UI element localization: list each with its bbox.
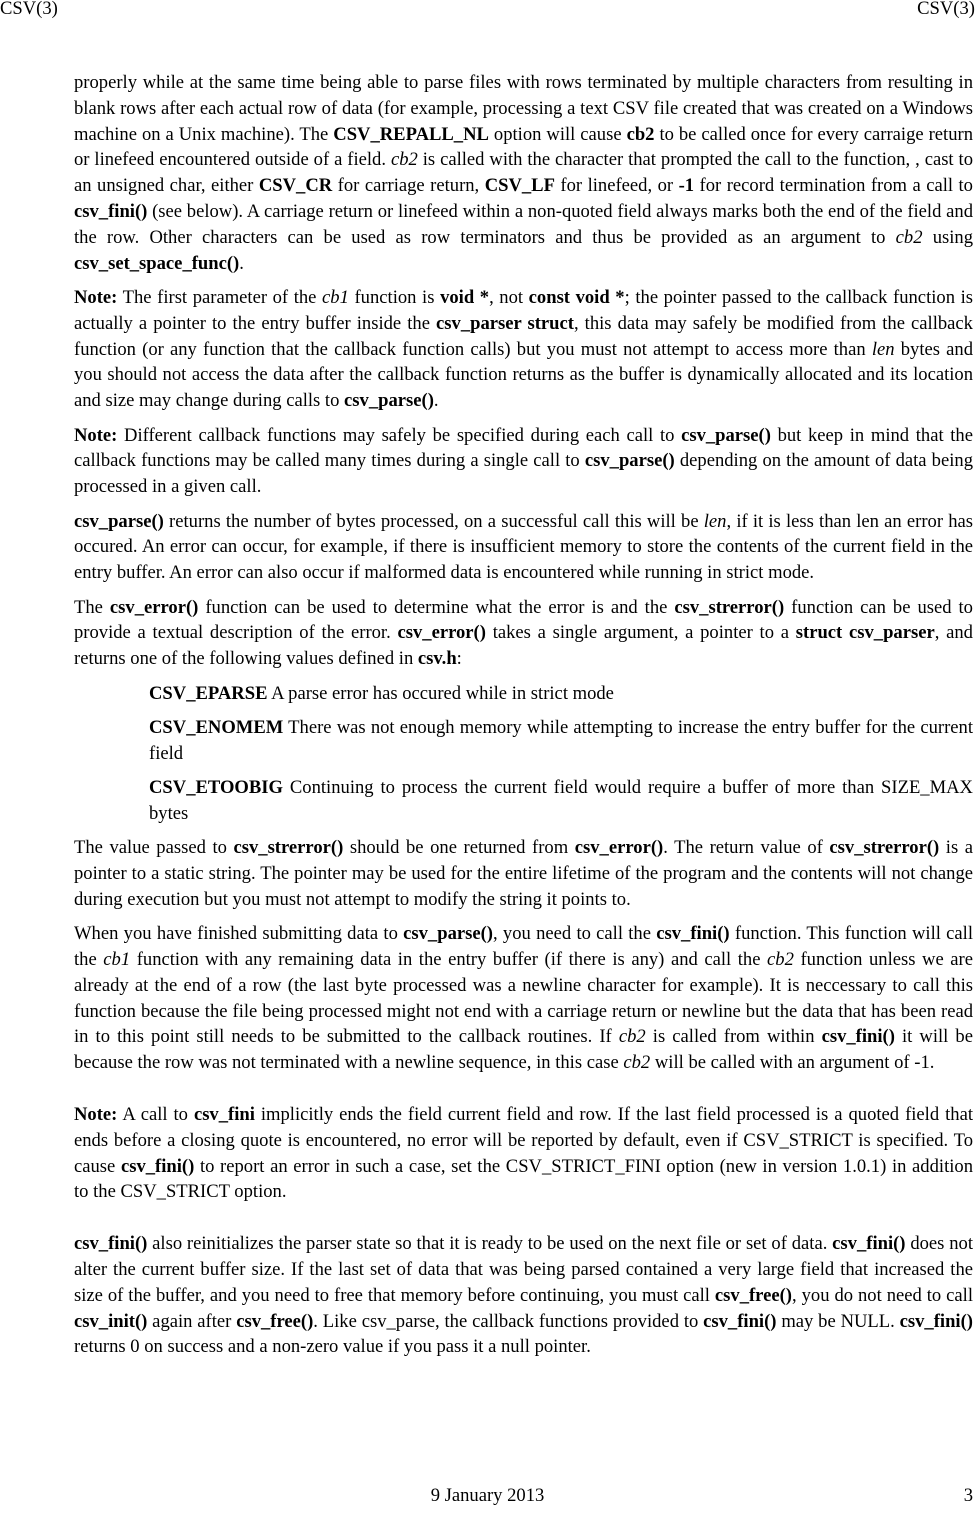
text-run: The value passed to	[74, 837, 234, 859]
paragraph	[74, 595, 973, 672]
text-run: function can be used to provide a textual description of the error.	[74, 596, 973, 644]
text-run: A parse error has occured while in strict mode	[267, 682, 614, 704]
bold-term: csv_fini()	[703, 1310, 777, 1332]
paragraph	[74, 1102, 973, 1205]
bold-term: csv_free()	[236, 1310, 314, 1332]
text-run: The first parameter of the	[117, 286, 323, 308]
bold-term: CSV_ENOMEM	[149, 716, 284, 738]
bold-term: csv.h	[417, 648, 457, 670]
page-body	[74, 70, 973, 1369]
text-run: to report an error in such a case, set the CSV_STRICT_FINI option (new in version 1.0.1) in addition to the CSV_STRICT option.	[74, 1155, 973, 1203]
bold-term: const void *	[528, 286, 625, 308]
text-run: Continuing to process the current field would require a buffer of more than SIZE_MAX bytes	[149, 777, 973, 824]
bold-term: csv_init()	[74, 1310, 148, 1332]
bold-term: CSV_CR	[258, 175, 333, 197]
text-run: function can be used to determine what the error is and the	[198, 596, 675, 618]
bold-term: csv_parse()	[403, 923, 493, 945]
definition-item	[149, 775, 973, 827]
text-run: , not	[489, 286, 529, 308]
bold-term: csv_set_space_func()	[74, 252, 240, 274]
definition-item	[149, 715, 973, 767]
header-right-title: CSV(3)	[917, 0, 975, 19]
bold-term: CSV_REPALL_NL	[333, 123, 489, 145]
text-run: depending on the amount of data being processed in a given call.	[74, 450, 973, 498]
text-run: for linefeed, or	[554, 175, 679, 197]
bold-term: csv_fini()	[74, 1233, 148, 1255]
bold-term: csv_strerror()	[674, 596, 785, 618]
bold-term: void *	[440, 286, 490, 308]
text-run: function. This function will call the	[74, 923, 974, 971]
italic-term: len	[703, 510, 727, 532]
text-run: , this data may safely be modified from the callback function (or any function that the callback function calls) but you must not attempt to access more than	[74, 312, 973, 360]
italic-term: len	[871, 338, 895, 360]
text-run: will be called with an argument of -1.	[650, 1052, 935, 1074]
bold-term: csv_parse()	[344, 390, 434, 412]
text-run: is called from within	[645, 1026, 822, 1048]
text-run: for record termination from a call to	[694, 175, 973, 197]
text-run: properly while at the same time being able to parse files with rows terminated by multiple characters from resulting in blank rows after each actual row of data (for example, processing a text CSV file created that was created on a Windows machine on a Unix machine). The	[74, 72, 973, 145]
text-run: again after	[147, 1310, 237, 1332]
bold-term: Note:	[74, 286, 118, 308]
text-run: , if it is less than len an error has occured. An error can occur, for example, if there is insufficient memory to store the contents of the current field in the entry buffer. An error can also occur if malformed data is encountered while running in strict mode.	[74, 510, 973, 584]
text-run: ; the pointer passed to the callback function is actually a pointer to the entry buffer inside the	[74, 286, 973, 334]
text-run: . The return value of	[663, 837, 830, 859]
text-run: . Like csv_parse, the callback functions provided to	[313, 1310, 704, 1332]
header-left-title: CSV(3)	[0, 0, 58, 19]
text-run: takes a single argument, a pointer to a	[485, 622, 796, 644]
text-run: function unless we are already at the end of a row (the last byte processed was a newline character for example). It is neccessary to call this function because the file being processed might not end with a carriage return or newline but the data that has been read in to this point still needs to be submitted to the callback routines. If	[74, 949, 974, 1048]
text-run: returns the number of bytes processed, on a successful call this will be	[163, 510, 704, 532]
bold-term: struct csv_parser	[795, 622, 935, 644]
text-run: does not alter the current buffer size. If the last set of data that was being parsed contained a very large field that increased the size of the buffer, and you need to free that memory before continuing, you must call	[74, 1233, 973, 1306]
text-run: .	[433, 390, 439, 412]
bold-term: CSV_EPARSE	[149, 682, 268, 704]
bold-term: csv_parse()	[681, 424, 771, 446]
text-run: , you need to call the	[493, 923, 657, 945]
bold-term: csv_fini()	[821, 1026, 895, 1048]
text-run: The	[74, 596, 110, 618]
bold-term: csv_strerror()	[233, 837, 344, 859]
italic-term: cb2	[767, 949, 794, 971]
text-run: A call to	[117, 1104, 194, 1126]
text-run: for carriage return,	[332, 175, 485, 197]
bold-term: cb2	[626, 123, 655, 145]
italic-term: cb2	[618, 1026, 646, 1048]
bold-term: csv_fini()	[74, 200, 148, 222]
bold-term: csv_fini()	[832, 1233, 906, 1255]
paragraph	[74, 509, 973, 586]
bold-term: csv_fini()	[899, 1310, 973, 1332]
text-run: returns 0 on success and a non-zero value if you pass it a null pointer.	[74, 1336, 591, 1358]
bold-term: -1	[678, 175, 695, 197]
bold-term: csv_error()	[109, 596, 199, 618]
text-run: :	[456, 648, 462, 670]
bold-term: csv_parse()	[74, 510, 164, 532]
text-run: to be called once for every carraige return or linefeed encountered outside of a field.	[74, 123, 973, 171]
italic-term: cb2	[895, 226, 923, 248]
paragraph	[74, 423, 973, 500]
bold-term: csv_fini	[193, 1104, 255, 1126]
text-run: is a pointer to a static string. The pointer may be used for the entire lifetime of the program and the contents will not change during execution but you must not attempt to modify the string it points to.	[74, 837, 974, 910]
paragraph	[74, 921, 973, 1076]
text-run: function with any remaining data in the entry buffer (if there is any) and call the	[130, 949, 768, 971]
bold-term: CSV_LF	[484, 175, 555, 197]
text-run: option will cause	[488, 123, 627, 145]
footer-date: 9 January 2013	[430, 1485, 545, 1506]
bold-term: csv_parser struct	[436, 312, 574, 334]
paragraph	[74, 1231, 973, 1360]
page-number: 3	[963, 1485, 973, 1506]
text-run: should be one returned from	[343, 837, 575, 859]
bold-term: Note:	[74, 424, 118, 446]
text-run: , and returns one of the following values defined in	[74, 622, 973, 670]
text-run: bytes and you should not access the data after the callback function returns as the buffer is dynamically allocated and its location and size may change during calls to	[74, 338, 973, 412]
text-run: function is	[348, 286, 441, 308]
bold-term: csv_strerror()	[829, 837, 940, 859]
text-run: There was not enough memory while attempting to increase the entry buffer for the current field	[149, 716, 973, 764]
text-run: is called with the character that prompted the call to the function, , cast to an unsigned char, either	[74, 149, 973, 197]
text-run: using	[922, 226, 973, 248]
text-run: also reinitializes the parser state so that it is ready to be used on the next file or set of data.	[147, 1233, 833, 1255]
bold-term: csv_error()	[574, 837, 664, 859]
bold-term: csv_free()	[714, 1284, 792, 1306]
paragraph	[74, 835, 973, 912]
text-run: implicitly ends the field current field and row. If the last field processed is a quoted field that ends before a closing quote is encountered, no error will be reported by default, even if CSV_STRICT is specified. To cause	[74, 1104, 973, 1177]
text-run: it will be because the row was not terminated with a newline sequence, in this case	[74, 1026, 973, 1074]
text-run: Different callback functions may safely be specified during each call to	[117, 424, 682, 446]
text-run: (see below). A carriage return or linefeed within a non-quoted field always marks both the end of the field and the row. Other characters can be used as row terminators and thus be provided as an argument to	[74, 200, 973, 248]
text-run: may be NULL.	[776, 1310, 900, 1332]
bold-term: csv_parse()	[584, 450, 675, 472]
text-run: When you have finished submitting data to	[74, 923, 404, 945]
paragraph	[74, 70, 973, 276]
text-run: .	[239, 252, 244, 274]
italic-term: cb2	[623, 1052, 651, 1074]
bold-term: CSV_ETOOBIG	[149, 777, 283, 799]
bold-term: csv_fini()	[656, 923, 730, 945]
paragraph	[74, 285, 973, 414]
italic-term: cb2	[390, 149, 418, 171]
bold-term: Note:	[74, 1104, 118, 1126]
bold-term: csv_error()	[397, 622, 486, 644]
definition-item	[149, 681, 973, 707]
italic-term: cb1	[322, 286, 349, 308]
bold-term: csv_fini()	[120, 1155, 195, 1177]
italic-term: cb1	[103, 949, 131, 971]
text-run: , you do not need to call	[792, 1284, 973, 1306]
text-run: but keep in mind that the callback functions may be called many times during a single call to	[74, 424, 973, 472]
